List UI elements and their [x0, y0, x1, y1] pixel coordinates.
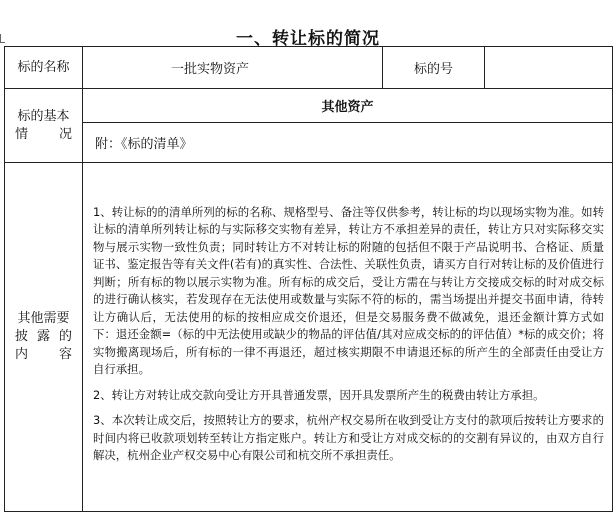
- subject-summary-table: [4, 46, 613, 512]
- disclosure-label: [5, 163, 83, 512]
- row-disclosure: [5, 163, 613, 512]
- subject-number-value: [485, 47, 613, 89]
- basic-info-label-line1: 标的基本: [17, 108, 70, 124]
- row-attachment: [5, 123, 613, 163]
- disclosure-paragraph: 2、转让方对转让成交款向受让方开具普通发票，因开具发票所产生的税费由转让方承担。: [93, 387, 545, 402]
- subject-name-value: 一批实物资产: [83, 47, 383, 89]
- disclosure-content: [83, 163, 613, 512]
- disclosure-label-line2: 披露的: [15, 329, 72, 344]
- row-subject-name: [5, 47, 613, 89]
- disclosure-paragraph: 3、本次转让成交后，按照转让方的要求，杭州产权交易所在收到受让方支付的款项后按转让方要求的时间内将已收款项划转至转让方指定账户。转让方和受让方对成交标的的交割有异议的，由双方自行解决，杭州企业产权交易中心有限公司和杭交所不承担责任。: [93, 413, 604, 462]
- row-basic-info: [5, 89, 613, 123]
- attachment-reference: 附：《标的清单》: [83, 123, 613, 163]
- disclosure-label-line3: 内容: [15, 347, 72, 362]
- subject-name-label: 标的名称: [5, 47, 83, 89]
- disclosure-label-line1: 其他需要: [17, 311, 70, 326]
- basic-info-label: [5, 89, 83, 163]
- page-title: 一、转让标的简况: [236, 29, 380, 49]
- asset-category: 其他资产: [83, 89, 613, 123]
- basic-info-label-line2: 情况: [15, 126, 72, 142]
- subject-number-label: 标的号: [383, 47, 485, 89]
- disclosure-paragraph: 1、转让标的的清单所列的标的名称、规格型号、备注等仅供参考，转让标的均以现场实物为准。如转让标的清单所列转让标的与实际移交实物有差异，转让方不承担差异的责任，转让方只对实际移交实物与展示实物一致性负责；同时转让方不对转让标的附随的包括但不限于产品说明书、合格证、质量证书、鉴定报告等有关文件(若有)的真实性、合法性、关联性负责，请买方自行对转让标的及价值进行判断；所有标的物以展示实物为准。所有标的成交后，受让方需在与转让方交接成交标的时对成交标的进行确认核实，若发现存在无法使用或数量与实际不符的标的，需当场提出并提交书面申请，待转让方确认后，无法使用的标的按相应成交价退还，但是交易服务费不做减免，退还金额计算方式如下：退还金额=（标的中无法使用或缺少的物品的评估值/其对应成交标的的评估值）*标的成交价；将实物搬离现场后，所有标的一律不再退还，超过核实期限不申请退还标的所产生的全部责任由受让方自行承担。: [93, 204, 604, 376]
